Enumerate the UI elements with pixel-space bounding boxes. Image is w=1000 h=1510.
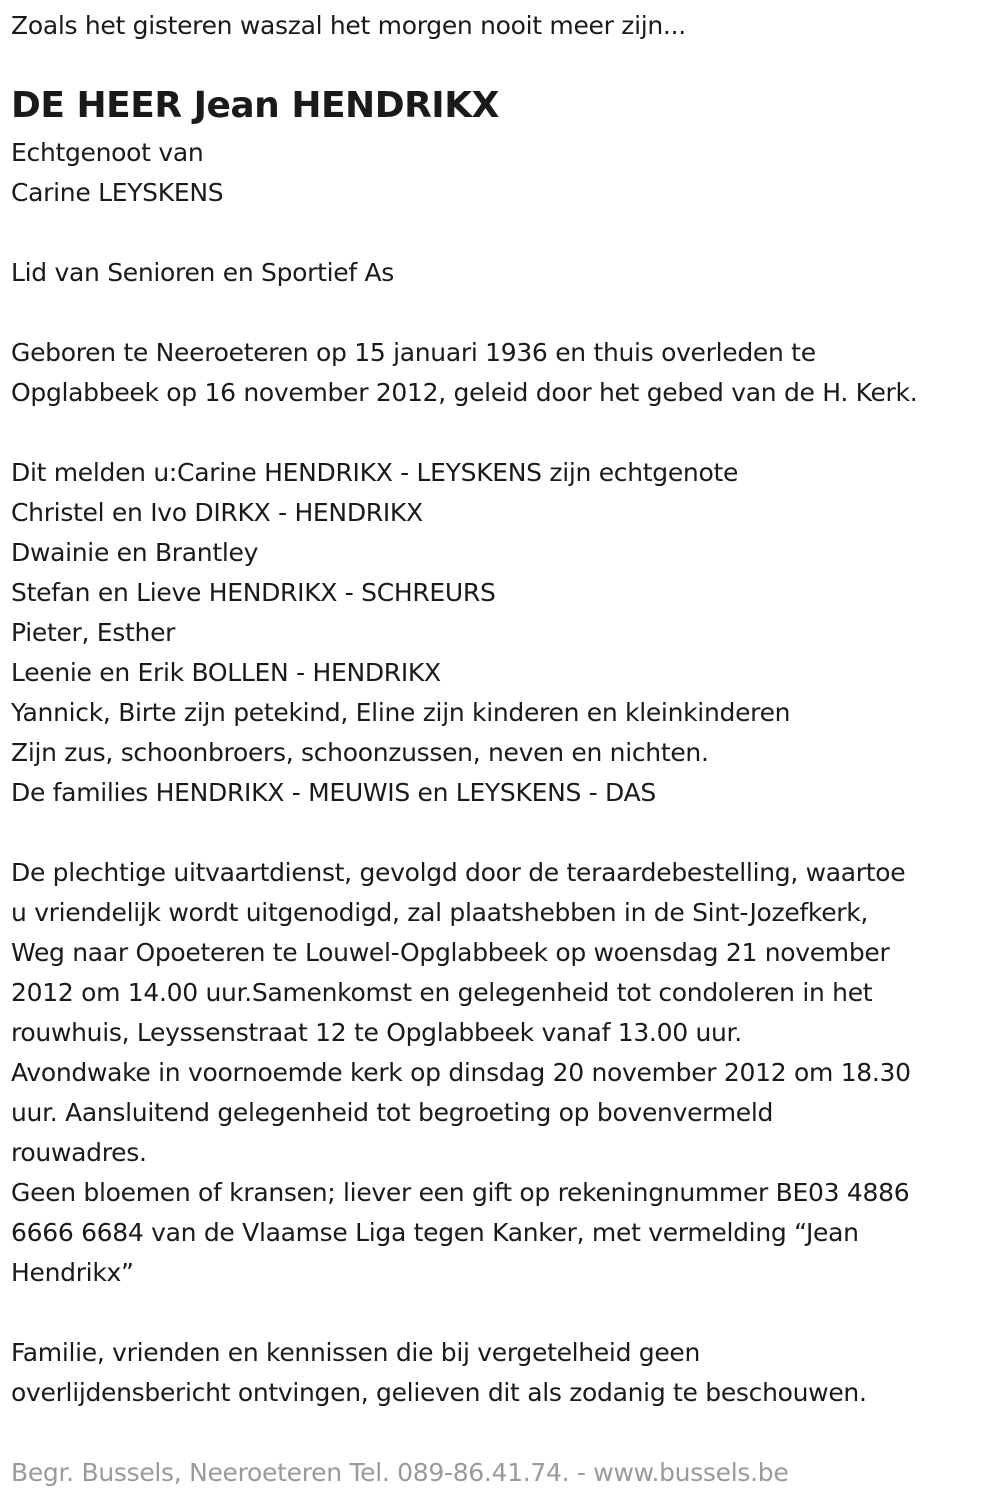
birth-death-line: Geboren te Neeroeteren op 15 januari 1936 en thuis overleden te: [11, 338, 816, 367]
birth-death-line: Opglabbeek op 16 november 2012, geleid door het gebed van de H. Kerk.: [11, 378, 918, 407]
membership-section: [11, 253, 394, 293]
family-line: Leenie en Erik BOLLEN - HENDRIKX: [11, 658, 441, 687]
notice-line: Familie, vrienden en kennissen die bij vergetelheid geen: [11, 1338, 701, 1367]
family-line: Pieter, Esther: [11, 618, 176, 647]
service-line: Hendrikx”: [11, 1258, 134, 1287]
family-line: Dit melden u:Carine HENDRIKX - LEYSKENS zijn echtgenote: [11, 458, 739, 487]
funeral-home-footer: Begr. Bussels, Neeroeteren Tel. 089-86.41.74. - www.bussels.be: [11, 1458, 789, 1487]
deceased-name: DE HEER Jean HENDRIKX: [11, 85, 499, 126]
birth-death-section: [11, 333, 917, 413]
service-line: De plechtige uitvaartdienst, gevolgd door de teraardebestelling, waartoe: [11, 858, 906, 887]
spouse-line: Carine LEYSKENS: [11, 178, 224, 207]
notice-section: [11, 1333, 867, 1413]
service-line: Weg naar Opoeteren te Louwel-Opglabbeek op woensdag 21 november: [11, 938, 890, 967]
notice-line: overlijdensbericht ontvingen, gelieven dit als zodanig te beschouwen.: [11, 1378, 867, 1407]
family-section: [11, 453, 790, 813]
membership-line: Lid van Senioren en Sportief As: [11, 258, 395, 287]
family-line: Yannick, Birte zijn petekind, Eline zijn kinderen en kleinkinderen: [11, 698, 791, 727]
service-line: 6666 6684 van de Vlaamse Liga tegen Kanker, met vermelding “Jean: [11, 1218, 859, 1247]
service-line: Geen bloemen of kransen; liever een gift op rekeningnummer BE03 4886: [11, 1178, 910, 1207]
spouse-section: [11, 133, 223, 213]
service-line: rouwadres.: [11, 1138, 147, 1167]
service-line: Avondwake in voornoemde kerk op dinsdag 20 november 2012 om 18.30: [11, 1058, 911, 1087]
family-line: Stefan en Lieve HENDRIKX - SCHREURS: [11, 578, 496, 607]
motto-line: Zoals het gisteren waszal het morgen nooit meer zijn...: [11, 11, 686, 40]
family-line: Christel en Ivo DIRKX - HENDRIKX: [11, 498, 423, 527]
service-line: u vriendelijk wordt uitgenodigd, zal plaatshebben in de Sint-Jozefkerk,: [11, 898, 869, 927]
service-line: uur. Aansluitend gelegenheid tot begroeting op bovenvermeld: [11, 1098, 774, 1127]
service-line: 2012 om 14.00 uur.Samenkomst en gelegenheid tot condoleren in het: [11, 978, 873, 1007]
family-line: De families HENDRIKX - MEUWIS en LEYSKENS - DAS: [11, 778, 656, 807]
service-line: rouwhuis, Leyssenstraat 12 te Opglabbeek vanaf 13.00 uur.: [11, 1018, 742, 1047]
funeral-service-section: [11, 853, 911, 1293]
family-line: Zijn zus, schoonbroers, schoonzussen, neven en nichten.: [11, 738, 709, 767]
spouse-line: Echtgenoot van: [11, 138, 204, 167]
family-line: Dwainie en Brantley: [11, 538, 259, 567]
